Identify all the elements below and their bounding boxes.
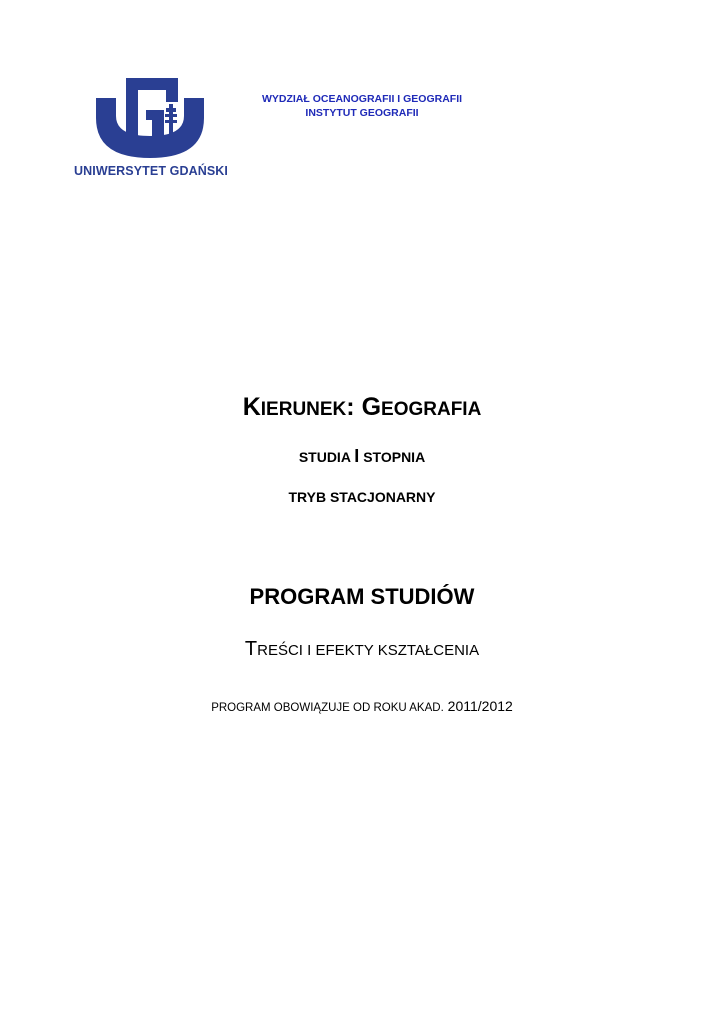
study-level-roman: I [354,446,360,466]
university-name: UNIWERSYTET GDAŃSKI [74,164,228,178]
field-of-study-title [0,393,724,422]
study-mode: TRYB STACJONARNY [288,489,436,505]
faculty-header [230,92,494,120]
institute-name: INSTYTUT GEOGRAFII [305,107,419,119]
subtitle-letter-t: T [244,638,258,660]
university-emblem-icon [96,78,204,158]
validity-text: PROGRAM OBOWIĄZUJE OD ROKU AKAD. [211,702,444,714]
title-letter-g: G [361,393,382,421]
university-logo [74,78,234,178]
study-level-part1: STUDIA [298,449,355,465]
study-level [0,446,724,467]
study-level-part2: STOPNIA [359,449,426,465]
validity-year: 2011/2012 [443,698,513,714]
validity-note [0,698,724,716]
faculty-name: WYDZIAŁ OCEANOGRAFII I GEOGRAFII [261,93,463,105]
title-geografia-rest: EOGRAFIA [381,399,482,420]
subtitle-rest: REŚCI I EFEKTY KSZTAŁCENIA [257,642,480,659]
content-subtitle [0,638,724,661]
title-colon: : [346,393,362,421]
title-kierunek-rest: IERUNEK [260,399,347,420]
title-letter-k: K [242,393,261,421]
program-title: PROGRAM STUDIÓW [249,584,475,609]
